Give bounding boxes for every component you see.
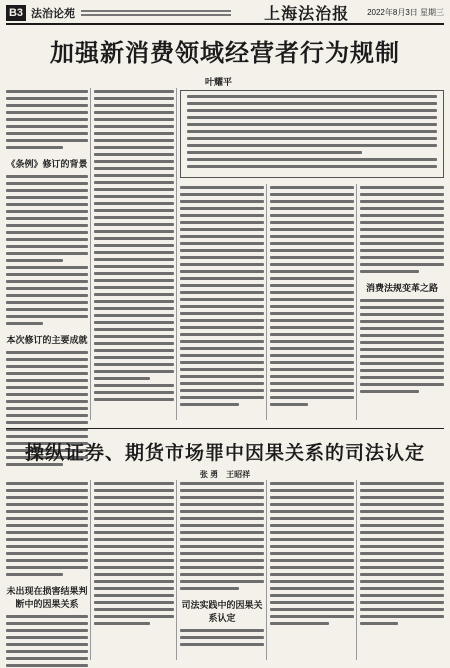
article2-subhead-not-in-harm: 未出现在损害结果判断中的因果关系 (6, 586, 88, 609)
column-rule (356, 184, 357, 420)
article2-col-2 (94, 482, 174, 629)
article1-subhead-path: 消费法规变革之路 (365, 283, 438, 293)
page-number: B3 (6, 5, 26, 21)
masthead (6, 2, 444, 25)
column-rule (176, 88, 177, 420)
article1-col-3 (180, 186, 264, 410)
column-rule (266, 184, 267, 420)
article1-byline: 叶耀平 (205, 77, 233, 87)
article1-headline: 加强新消费领域经营者行为规制 (50, 39, 400, 67)
article1-col-1 (6, 90, 88, 470)
article1-col-4 (270, 186, 354, 410)
paper-logo: 上海法治报 (264, 4, 350, 23)
section-title: 法治论苑 (31, 7, 75, 20)
column-rule (266, 480, 267, 660)
issue-date: 2022年8月3日 星期三 (367, 8, 444, 17)
article2-col-1 (6, 482, 88, 668)
column-rule (90, 480, 91, 660)
abstract-text (187, 95, 437, 172)
article1-subhead-achievements: 本次修订的主要成就 (6, 335, 88, 345)
column-rule (176, 480, 177, 660)
column-rule (356, 480, 357, 660)
masthead-meta (81, 10, 231, 16)
article2-col-5 (360, 482, 444, 629)
column-rule (90, 88, 91, 420)
article2-col-4 (270, 482, 354, 629)
article2-subhead-practice: 司法实践中的因果关系认定 (181, 600, 263, 623)
article1-subhead-background: 《条例》修订的背景 (6, 159, 88, 169)
article-separator (6, 428, 444, 429)
article2-headline: 操纵证券、期货市场罪中因果关系的司法认定 (24, 442, 425, 464)
article1-col-2 (94, 90, 174, 405)
article2-col-3 (180, 482, 264, 650)
article1-col-5 (360, 186, 444, 397)
article2-byline: 张 勇 王昭祥 (199, 470, 251, 479)
article1-abstract-box (180, 90, 444, 178)
